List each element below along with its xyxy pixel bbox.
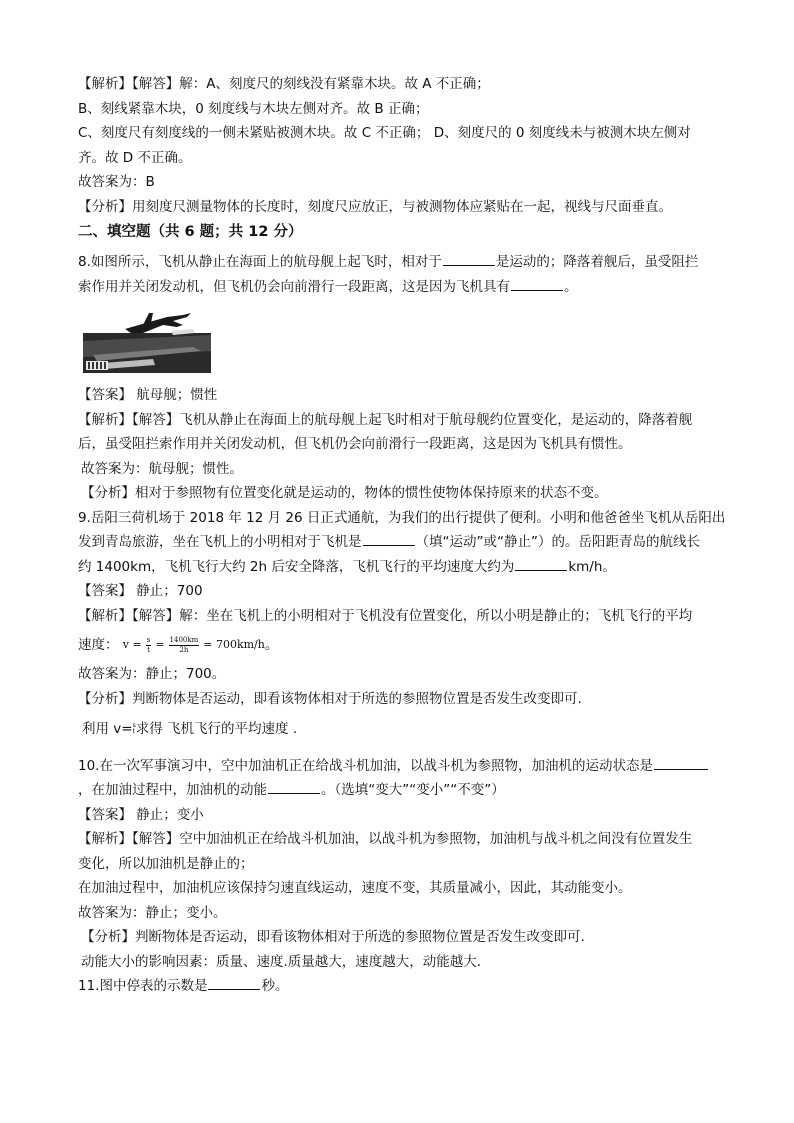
q8-analysis-line-1: 【解析】【解答】飞机从静止在海面上的航母舰上起飞时相对于航母舰约位置变化，是运动的，降落着舰	[78, 411, 693, 428]
q9-analysis-line-2: 速度： v = $\frac{s}{t}$ = $\frac{1400km}{2h}$ = 700km/h 。	[78, 628, 718, 662]
q11-blank	[208, 976, 260, 990]
q10-analysis-line-3: 在加油过程中，加油机应该保持匀速直线运动，速度不变，其质量减小，因此，其动能变小。	[78, 880, 632, 896]
q9-formula-note: 利用 v= s t 求得 飞机飞行的平均速度 .	[82, 721, 298, 737]
q10-stem-line-1: 10.在一次军事演习中，空中加油机正在给战斗机加油，以战斗机为参照物，加油机的运动状态是	[78, 754, 718, 779]
q7-analysis-line-4: 齐。故 D 不正确。	[78, 149, 192, 166]
q8-stem-line-2: 索作用并关闭发动机，但飞机仍会向前滑行一段距离，这是因为飞机具有 。	[78, 278, 578, 295]
q10-analysis-line-2: 变化，所以加油机是静止的；	[78, 855, 254, 872]
q9-answer-line: 故答案为：静止；700。	[78, 666, 226, 682]
paper-page	[78, 72, 726, 999]
q9-stem-line-3: 约 1400km，飞机飞行大约 2h 后安全降落，飞机飞行的平均速度大约为 km/h。	[78, 558, 616, 575]
q7-analysis-line-1: 【解析】【解答】解：A、刻度尺的刻线没有紧靠木块。故 A 不正确；	[78, 76, 490, 92]
q9-answer: 【答案】 静止；700	[78, 583, 203, 599]
q10-stem-line-2: ，在加油过程中，加油机的动能 。（选填“变大”“变小”“不变”）	[78, 782, 505, 798]
q8-blank-2	[511, 277, 563, 291]
q10-analysis-line-1: 【解析】【解答】空中加油机正在给战斗机加油，以战斗机为参照物，加油机与战斗机之间没有位置发生	[78, 831, 693, 847]
q8-blank-1	[443, 252, 495, 266]
q8-fenxi: 【分析】相对于参照物有位置变化就是运动的，物体的惯性使物体保持原来的状态不变。	[81, 485, 608, 501]
q8-analysis-line-2: 后，虽受阻拦索作用并关闭发动机，但飞机仍会向前滑行一段距离，这是因为飞机具有惯性。	[78, 436, 632, 452]
aircraft-carrier-photo	[83, 311, 211, 373]
q9-analysis-line-1: 【解析】【解答】解：坐在飞机上的小明相对于飞机没有位置变化，所以小明是静止的；飞机飞行的平均	[78, 607, 693, 624]
q10-fenxi-1: 【分析】判断物体是否运动，即看该物体相对于所选的参照物位置是否发生改变即可.	[81, 929, 585, 945]
q9-stem-line-1: 9.岳阳三荷机场于 2018 年 12 月 26 日正式通航，为我们的出行提供了便利。小明和他爸爸坐飞机从岳阳出	[78, 509, 726, 526]
q10-fenxi-2: 动能大小的影响因素：质量、速度.质量越大，速度越大，动能越大.	[81, 953, 482, 970]
q8-answer: 【答案】 航母舰；惯性	[78, 387, 218, 403]
q11-stem: 11.图中停表的示数是 秒。	[78, 978, 289, 994]
q10-blank-1	[654, 756, 708, 770]
q8-stem-line-1: 8.如图所示，飞机从静止在海面上的航母舰上起飞时，相对于 是运动的；降落着舰后，虽受阻拦	[78, 254, 699, 270]
q10-answer: 【答案】 静止；变小	[78, 806, 204, 823]
q8-answer-line: 故答案为：航母舰；惯性。	[81, 460, 243, 477]
q7-analysis-line-3: C、刻度尺有刻度线的一侧未紧贴被测木块。故 C 不正确； D、刻度尺的 0 刻度线未与被测木块左侧对	[78, 125, 691, 141]
q9-fenxi: 【分析】判断物体是否运动，即看该物体相对于所选的参照物位置是否发生改变即可.	[78, 690, 582, 707]
q7-analysis-line-2: B、刻线紧靠木块，0 刻度线与木块左侧对齐。故 B 正确；	[78, 100, 429, 117]
q9-stem-line-2: 发到青岛旅游，坐在飞机上的小明相对于飞机是 （填“运动”或“静止”）的。岳阳距青岛的航线长	[78, 534, 700, 550]
q10-blank-2	[268, 780, 320, 794]
q7-answer-line: 故答案为：B	[78, 174, 155, 190]
q9-speed-formula: v = $\frac{s}{t}$ = $\frac{1400km}{2h}$ = 700km/h	[122, 635, 265, 654]
q9-blank-1	[363, 532, 415, 546]
section-title: 二、填空题（共 6 题；共 12 分）	[78, 224, 303, 240]
q10-answer-line: 故答案为：静止；变小。	[78, 904, 227, 921]
q7-fenxi: 【分析】用刻度尺测量物体的长度时，刻度尺应放正，与被测物体应紧贴在一起，视线与尺面垂直。	[78, 198, 672, 215]
q9-blank-2	[515, 557, 567, 571]
